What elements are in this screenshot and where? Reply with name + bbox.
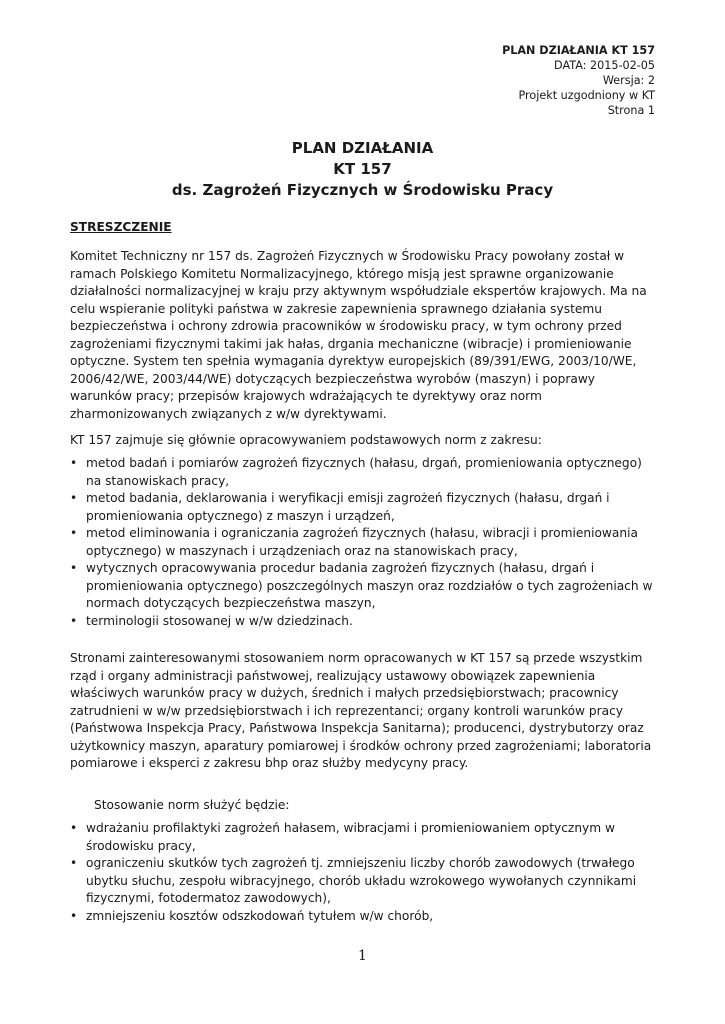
bullet-icon: • [70, 908, 78, 923]
page-header [502, 43, 655, 118]
bullet-icon: • [70, 856, 78, 870]
header-status: Projekt uzgodniony w KT [518, 89, 655, 102]
page-number: 1 [358, 948, 367, 964]
bullet-icon: • [70, 491, 78, 505]
list-item: • metod eliminowania i ograniczania zagrożeń fizycznych (hałasu, wibracji i promieniowania optycznego) w maszynach i urządzeniach oraz na stanowiskach pracy, [70, 526, 638, 558]
list-item: • terminologii stosowanej w w/w dziedzinach. [70, 613, 660, 631]
title-line-1: PLAN DZIAŁANIA [291, 139, 434, 157]
scope-list [70, 455, 660, 630]
bullet-icon: • [70, 561, 78, 575]
list-item: • ograniczeniu skutków tych zagrożeń tj. zmniejszeniu liczby chorób zawodowych (trwałego ubytku słuchu, zespołu wibracyjnego, chorób układu wzrokowego wywołanych czynnikami fizycznymi, fotodermatoz zawodowych), [70, 856, 637, 905]
list-item: • wytycznych opracowywania procedur badania zagrożeń fizycznych (hałasu, drgań i promieniowania optycznego) poszczególnych maszyn oraz rozdziałów o tych zagrożeniach w normach dotyczących bezpieczeństwa maszyn, [70, 561, 653, 610]
list-item: • metod badania, deklarowania i weryfikacji emisji zagrożeń fizycznych (hałasu, drgań i promieniowania optycznego) z maszyn i urządzeń, [70, 491, 610, 523]
bullet-icon: • [70, 821, 78, 835]
paragraph-stakeholders: Stronami zainteresowanymi stosowaniem norm opracowanych w KT 157 są przede wszystkim rząd i organy administracji państwowej, realizujący ustawowy obowiązek zapewnienia właściwych warunków pracy w dużych, średnich i małych przedsiębiorstwach; pracownicy zatrudnieni w w/w przedsiębiorstwach i ich reprezentanci; organy kontroli warunków pracy (Państwowa Inspekcja Pracy, Państwowa Inspekcja Sanitarna); producenci, dystrybutorzy oraz użytkownicy maszyn, aparatury pomiarowej i środków ochrony przed zagrożeniami; laboratoria pomiarowe i eksperci z zakresu bhp oraz służby medycyny pracy. [70, 651, 652, 770]
usage-list [70, 820, 660, 925]
list-item: • zmniejszeniu kosztów odszkodowań tytułem w/w chorób, [70, 908, 660, 926]
document-title [0, 138, 725, 201]
header-page: Strona 1 [607, 104, 655, 117]
bullet-icon: • [70, 613, 78, 628]
title-line-3: ds. Zagrożeń Fizycznych w Środowisku Pracy [171, 181, 554, 199]
section-heading: STRESZCZENIE [70, 220, 172, 234]
paragraph-intro: Komitet Techniczny nr 157 ds. Zagrożeń Fizycznych w Środowisku Pracy powołany został w ramach Polskiego Komitetu Normalizacyjnego, którego misją jest sprawne organizowanie działalności normalizacyjnej w kraju przy aktywnym współudziale ekspertów krajowych. Ma na celu wspieranie polityki państwa w zakresie zapewnienia sprawnego działania systemu bezpieczeństwa i ochrony zdrowia pracowników w środowisku pracy, w tym ochrony przed zagrożeniami fizycznymi takimi jak hałas, drgania mechaniczne (wibracje) i promieniowanie optyczne. System ten spełnia wymagania dyrektyw europejskich (89/391/EWG, 2003/10/WE, 2006/42/WE, 2003/44/WE) dotyczących bezpieczeństwa wyrobów (maszyn) i poprawy warunków pracy; przepisów krajowych wdrażających te dyrektywy oraz norm zharmonizowanych związanych z w/w dyrektywami. [70, 249, 647, 421]
bullet-icon: • [70, 456, 78, 470]
header-date: DATA: 2015-02-05 [554, 59, 655, 72]
list-item: • metod badań i pomiarów zagrożeń fizycznych (hałasu, drgań, promieniowania optycznego) na stanowiskach pracy, [70, 456, 642, 488]
bullet-icon: • [70, 526, 78, 540]
list-item: • wdrażaniu profilaktyki zagrożeń hałasem, wibracjami i promieniowaniem optycznym w środowisku pracy, [70, 821, 615, 853]
header-title: PLAN DZIAŁANIA KT 157 [502, 44, 655, 57]
paragraph-scope: KT 157 zajmuje się głównie opracowywaniem podstawowych norm z zakresu: [70, 433, 542, 447]
header-version: Wersja: 2 [602, 74, 655, 87]
paragraph-usage: Stosowanie norm służyć będzie: [94, 798, 290, 812]
title-line-2: KT 157 [333, 160, 392, 178]
